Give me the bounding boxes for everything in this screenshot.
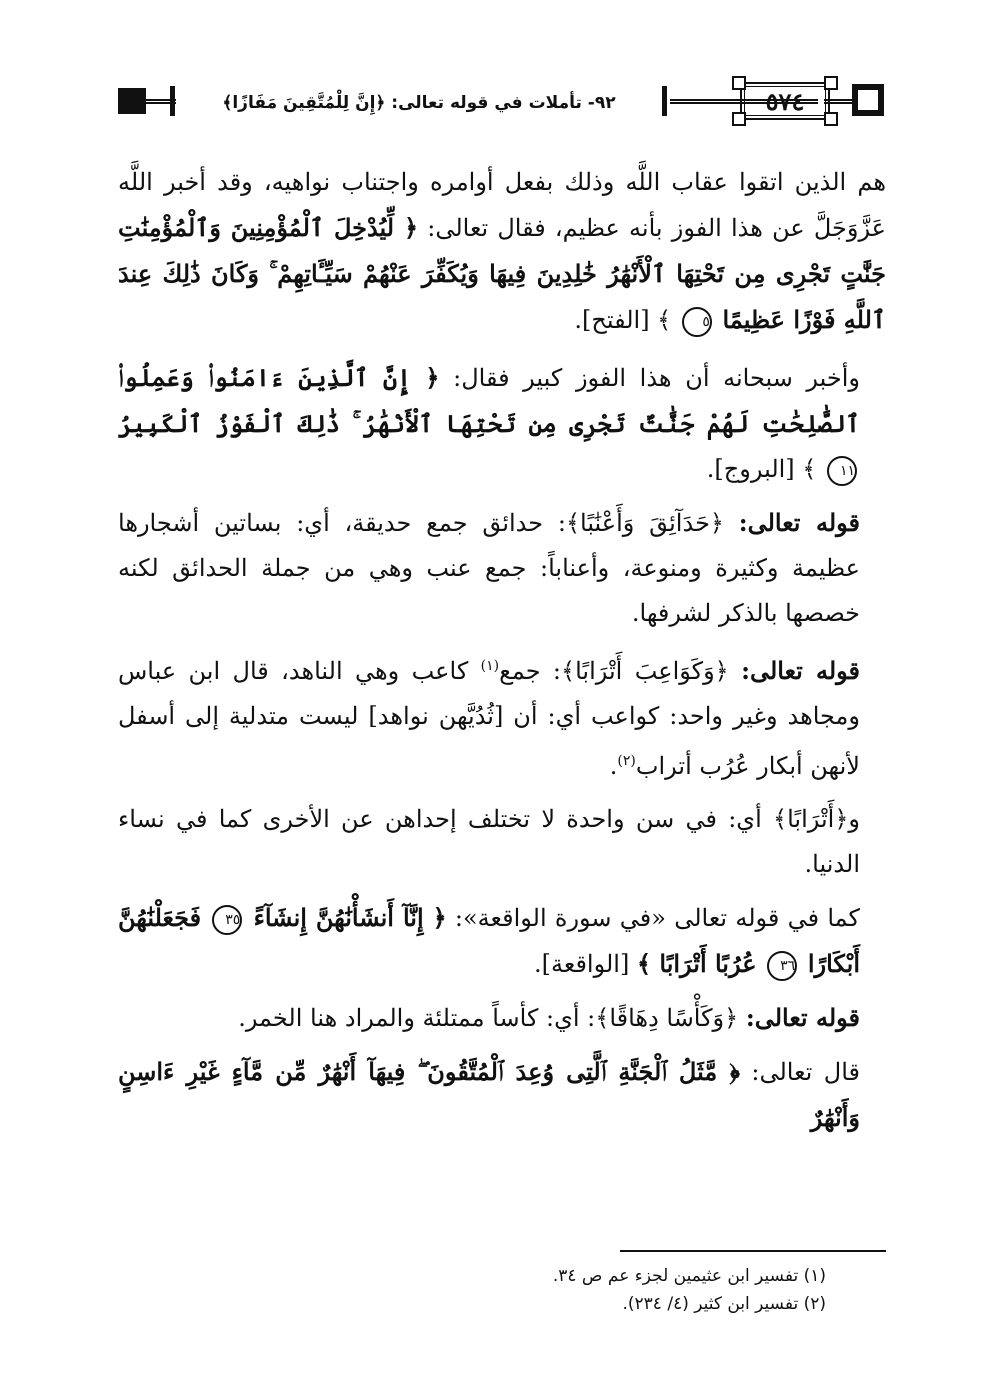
body-text: : جمع xyxy=(499,657,562,685)
body-text: و xyxy=(848,805,860,833)
footnote-rule xyxy=(620,1250,886,1252)
header-ornament-left xyxy=(118,88,146,114)
quran-verse: ﴿وَكَأْسًا دِهَاقًا﴾ xyxy=(595,1004,739,1032)
page-header xyxy=(118,82,886,126)
quran-verse: ﴿ إِنَّ ٱلَّذِينَ ءَامَنُوا۟ وَعَمِلُوا۟ ٱلصَّٰلِحَٰتِ لَهُمْ جَنَّٰتٌ تَجْرِى مِن تَحْتِهَا ٱلْأَنْهَٰرُ ۚ ذَٰلِكَ ٱلْفَوْزُ ٱلْكَبِيرُ xyxy=(118,363,860,438)
footnote-marker: (٢) xyxy=(617,753,636,769)
quran-verse: ﴿ لِّيُدْخِلَ ٱلْمُؤْمِنِينَ وَٱلْمُؤْمِنَٰتِ جَنَّٰتٍ تَجْرِى مِن تَحْتِهَا ٱلْأَنْهَٰرُ خَٰلِدِينَ فِيهَا وَيُكَفِّرَ عَنْهُمْ سَيِّـَٔاتِهِمْ ۚ وَكَانَ ذَٰلِكَ عِندَ ٱللَّهِ فَوْزًا عَظِيمًا xyxy=(118,213,886,334)
chapter-title: ٩٢- تأملات في قوله تعالى: ﴿إِنَّ لِلْمُتَّقِينَ مَفَازًا﴾ xyxy=(222,93,616,113)
ayah-number: ٣٥ xyxy=(212,905,242,935)
ayah-number: ٥ xyxy=(682,307,712,337)
header-rule-tail xyxy=(824,99,854,104)
quran-verse: عُرُبًا أَتْرَابًا ﴾ xyxy=(636,949,757,978)
quran-verse: ﴿ إِنَّآ أَنشَأْنَٰهُنَّ إِنشَآءً xyxy=(253,903,447,932)
footnote-marker: (١) xyxy=(480,658,500,674)
quran-verse: ﴿حَدَآئِقَ وَأَعْنَٰبًا﴾ xyxy=(565,509,724,537)
paragraph xyxy=(118,995,886,1041)
footnote: (٢) تفسير ابن كثير (٤/ ٢٣٤). xyxy=(622,1294,826,1314)
page-body xyxy=(118,160,886,1149)
body-text: كما في قوله تعالى «في سورة الواقعة»: xyxy=(454,904,860,932)
surah-reference: ﴾ [الفتح]. xyxy=(574,306,672,334)
footnote: (١) تفسير ابن عثيمين لجزء عم ص ٣٤. xyxy=(552,1266,826,1286)
page-number-frame xyxy=(740,82,830,120)
header-ornament-right xyxy=(852,84,884,116)
paragraph xyxy=(118,797,886,887)
body-text: وأخبر سبحانه أن هذا الفوز كبير فقال: xyxy=(453,364,860,392)
surah-reference: [الواقعة]. xyxy=(534,950,630,978)
body-text: : أي: كأساً ممتلئة والمراد هنا الخمر. xyxy=(238,1004,596,1032)
footnotes xyxy=(118,1262,886,1318)
quran-verse: ﴿وَكَوَاعِبَ أَتْرَابًا﴾ xyxy=(561,657,729,685)
paragraph xyxy=(118,500,886,636)
ayah-number: ١١ xyxy=(827,456,857,486)
surah-reference: ﴾ [البروج]. xyxy=(706,455,817,483)
body-text: . xyxy=(609,752,618,780)
verse-label: قوله تعالى: xyxy=(745,1003,860,1032)
quran-verse: فَجَعَلْنَٰهُنَّ أَبْكَارًا xyxy=(118,903,860,978)
header-divider xyxy=(662,86,667,116)
body-text: : حدائق جمع حديقة، أي: بساتين أشجارها عظيمة وكثيرة ومنوعة، وأعناباً: جمع عنب وهي من جملة الحدائق لكنه خصصها بالذكر لشرفها. xyxy=(118,509,860,627)
paragraph xyxy=(118,1049,886,1141)
paragraph xyxy=(118,644,886,789)
paragraph xyxy=(118,160,886,343)
ayah-number: ٣٦ xyxy=(767,951,797,981)
body-text: أي: في سن واحدة لا تختلف إحداهن عن الأخرى كما في نساء الدنيا. xyxy=(118,805,860,878)
body-text: هم الذين اتقوا عقاب اللَّه وذلك بفعل أوامره واجتناب نواهيه، وقد أخبر اللَّه عَزَّوَجَلَّ عن هذا الفوز بأنه عظيم، فقال تعالى: xyxy=(118,168,887,242)
verse-label: قوله تعالى: xyxy=(738,508,860,537)
verse-label: قوله تعالى: xyxy=(741,656,860,685)
quran-verse: ﴿ مَّثَلُ ٱلْجَنَّةِ ٱلَّتِى وُعِدَ ٱلْمُتَّقُونَ ۖ فِيهَآ أَنْهَٰرٌ مِّن مَّآءٍ غَيْرِ ءَاسِنٍ وَأَنْهَٰرٌ xyxy=(118,1057,860,1132)
paragraph xyxy=(118,355,886,492)
quran-verse: ﴿أَتْرَابًا﴾ xyxy=(773,805,849,833)
body-text: كاعب وهي الناهد، قال ابن عباس ومجاهد وغير واحد: كواعب أي: أن [ثُدُيَّهن نواهد] ليست متدلية إلى أسفل لأنهن أبكار عُرُب أتراب xyxy=(118,657,860,780)
page-number: ٥٧٤ xyxy=(744,86,826,116)
body-text: قال تعالى: xyxy=(751,1058,860,1086)
paragraph xyxy=(118,895,886,987)
header-divider xyxy=(170,86,175,116)
